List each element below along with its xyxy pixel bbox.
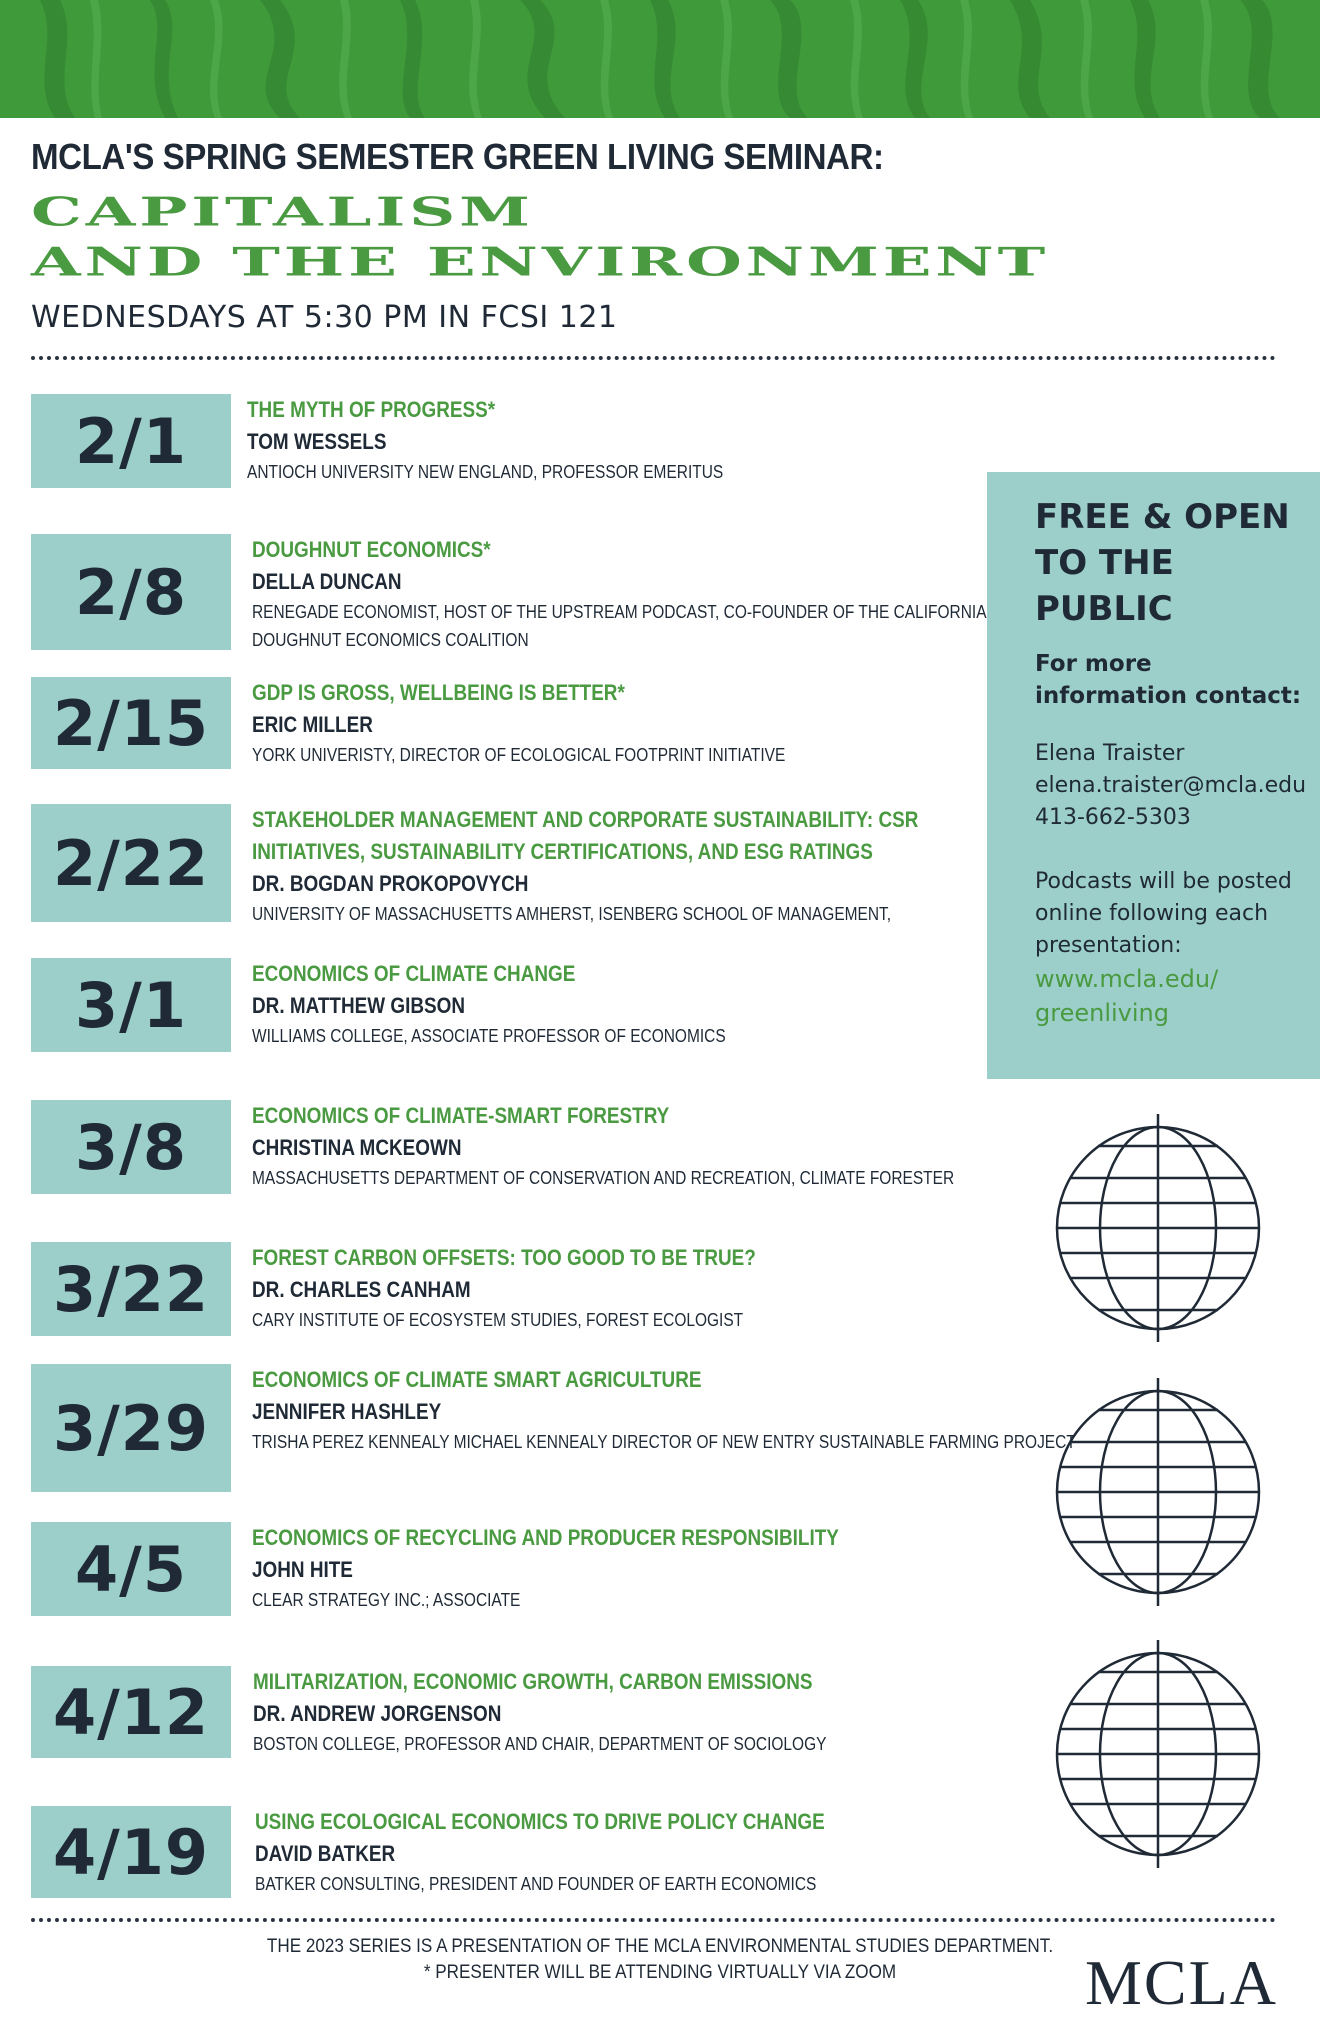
session-info [252, 1522, 1092, 1614]
session-affiliation: BOSTON COLLEGE, PROFESSOR AND CHAIR, DEPARTMENT OF SOCIOLOGY [253, 1734, 827, 1754]
session-item [31, 677, 1051, 773]
session-info [253, 1666, 1093, 1758]
session-speaker: DAVID BATKER [255, 1841, 396, 1866]
session-affiliation: RENEGADE ECONOMIST, HOST OF THE UPSTREAM PODCAST, CO-FOUNDER OF THE CALIFORNIA [252, 602, 987, 622]
heading-line: FREE & OPEN [1035, 497, 1290, 537]
greenliving-link[interactable] [1035, 962, 1315, 1030]
session-speaker: CHRISTINA MCKEOWN [252, 1135, 462, 1160]
session-date: 2/1 [31, 394, 231, 488]
session-item [31, 1666, 1051, 1762]
session-date: 3/8 [31, 1100, 231, 1194]
session-info [247, 394, 1087, 486]
session-date: 2/15 [31, 677, 231, 769]
session-title: FOREST CARBON OFFSETS: TOO GOOD TO BE TRUE? [252, 1245, 756, 1270]
podcast-line: Podcasts will be posted [1035, 869, 1292, 894]
session-affiliation: BATKER CONSULTING, PRESIDENT AND FOUNDER OF EARTH ECONOMICS [255, 1874, 817, 1894]
page-title-line-2: AND THE ENVIRONMENT [31, 238, 1050, 285]
session-info [252, 1364, 1092, 1456]
session-date: 3/1 [31, 958, 231, 1052]
session-item [31, 1522, 1051, 1618]
podcast-line: presentation: [1035, 933, 1182, 958]
session-info [252, 804, 1092, 928]
contact-name: Elena Traister [1035, 741, 1185, 766]
session-speaker: DR. BOGDAN PROKOPOVYCH [252, 871, 529, 896]
contact-block [1035, 738, 1315, 834]
session-info [255, 1806, 1095, 1898]
session-info [252, 1100, 1092, 1192]
wood-grain-banner [0, 0, 1320, 118]
footer-credit: THE 2023 SERIES IS A PRESENTATION OF THE MCLA ENVIRONMENTAL STUDIES DEPARTMENT. [266, 1936, 1054, 1957]
session-speaker: ERIC MILLER [252, 712, 373, 737]
session-title: DOUGHNUT ECONOMICS* [252, 537, 491, 562]
url-line[interactable]: www.mcla.edu/ [1035, 965, 1219, 993]
dotted-divider-bottom [31, 1918, 1276, 1922]
session-item [31, 804, 1051, 926]
dotted-divider-top [31, 356, 1276, 360]
session-speaker: JENNIFER HASHLEY [252, 1399, 442, 1424]
session-date: 3/29 [31, 1364, 231, 1492]
session-title: THE MYTH OF PROGRESS* [247, 397, 496, 422]
heading-line: PUBLIC [1035, 589, 1173, 629]
session-date: 4/19 [31, 1806, 231, 1898]
session-item [31, 534, 1051, 652]
session-info [252, 1242, 1092, 1334]
session-date: 3/22 [31, 1242, 231, 1336]
seminar-eyebrow: MCLA'S SPRING SEMESTER GREEN LIVING SEMINAR: [31, 136, 884, 177]
session-speaker: JOHN HITE [252, 1557, 353, 1582]
info-sidebar [987, 472, 1320, 1079]
footer-note: * PRESENTER WILL BE ATTENDING VIRTUALLY VIA ZOOM [423, 1962, 897, 1983]
session-affiliation: CARY INSTITUTE OF ECOSYSTEM STUDIES, FOREST ECOLOGIST [252, 1310, 744, 1330]
session-affiliation: ANTIOCH UNIVERSITY NEW ENGLAND, PROFESSOR EMERITUS [247, 462, 724, 482]
session-info [252, 534, 1092, 654]
session-item [31, 1364, 1076, 1494]
contact-phone: 413-662-5303 [1035, 805, 1191, 830]
mcla-logo: MCLA [1085, 1947, 1278, 2018]
session-date: 2/8 [31, 534, 231, 650]
podcast-note [1035, 866, 1315, 962]
more-info-line: information contact: [1035, 683, 1302, 709]
session-date: 4/5 [31, 1522, 231, 1616]
session-title: MILITARIZATION, ECONOMIC GROWTH, CARBON EMISSIONS [253, 1669, 813, 1694]
session-item [31, 1100, 1051, 1196]
session-affiliation: MASSACHUSETTS DEPARTMENT OF CONSERVATION AND RECREATION, CLIMATE FORESTER [252, 1168, 955, 1188]
contact-email[interactable]: elena.traister@mcla.edu [1035, 773, 1307, 798]
session-affiliation: CLEAR STRATEGY INC.; ASSOCIATE [252, 1590, 521, 1610]
schedule-subtitle: WEDNESDAYS AT 5:30 PM IN FCSI 121 [31, 300, 618, 335]
globe-icon [1053, 1374, 1263, 1610]
globe-icon [1053, 1636, 1263, 1872]
session-title: ECONOMICS OF CLIMATE SMART AGRICULTURE [252, 1367, 702, 1392]
session-item [31, 1806, 1051, 1902]
session-title: STAKEHOLDER MANAGEMENT AND CORPORATE SUSTAINABILITY: CSR [252, 807, 919, 832]
free-open-heading [1035, 494, 1305, 632]
podcast-line: online following each [1035, 901, 1269, 926]
session-title: ECONOMICS OF CLIMATE CHANGE [252, 961, 576, 986]
session-item [31, 958, 1051, 1054]
session-item [31, 1242, 1051, 1338]
session-affiliation: WILLIAMS COLLEGE, ASSOCIATE PROFESSOR OF ECONOMICS [252, 1026, 726, 1046]
session-title: GDP IS GROSS, WELLBEING IS BETTER* [252, 680, 625, 705]
session-speaker: DR. ANDREW JORGENSON [253, 1701, 502, 1726]
heading-line: TO THE [1035, 543, 1174, 583]
session-date: 2/22 [31, 804, 231, 922]
session-speaker: DR. CHARLES CANHAM [252, 1277, 471, 1302]
session-date: 4/12 [31, 1666, 231, 1758]
session-title: ECONOMICS OF CLIMATE-SMART FORESTRY [252, 1103, 670, 1128]
globe-icon [1053, 1110, 1263, 1346]
session-title: USING ECOLOGICAL ECONOMICS TO DRIVE POLICY CHANGE [255, 1809, 825, 1834]
session-affiliation: UNIVERSITY OF MASSACHUSETTS AMHERST, ISENBERG SCHOOL OF MANAGEMENT, [252, 904, 892, 924]
session-info [252, 677, 1092, 769]
url-line[interactable]: greenliving [1035, 999, 1169, 1027]
session-title: ECONOMICS OF RECYCLING AND PRODUCER RESPONSIBILITY [252, 1525, 839, 1550]
session-item [31, 394, 1051, 494]
more-info-label [1035, 648, 1315, 712]
session-affiliation: TRISHA PEREZ KENNEALY MICHAEL KENNEALY DIRECTOR OF NEW ENTRY SUSTAINABLE FARMING PROJECT [252, 1432, 1076, 1452]
session-speaker: DELLA DUNCAN [252, 569, 402, 594]
page-title-line-1: CAPITALISM [31, 188, 534, 235]
session-title-continued: INITIATIVES, SUSTAINABILITY CERTIFICATIONS, AND ESG RATINGS [252, 839, 873, 864]
session-affiliation: YORK UNIVERISTY, DIRECTOR OF ECOLOGICAL FOOTPRINT INITIATIVE [252, 745, 786, 765]
session-speaker: DR. MATTHEW GIBSON [252, 993, 466, 1018]
session-info [252, 958, 1092, 1050]
more-info-line: For more [1035, 651, 1152, 677]
session-affiliation-continued: DOUGHNUT ECONOMICS COALITION [252, 630, 529, 650]
wood-grain-pattern [0, 0, 1320, 118]
session-speaker: TOM WESSELS [247, 429, 387, 454]
